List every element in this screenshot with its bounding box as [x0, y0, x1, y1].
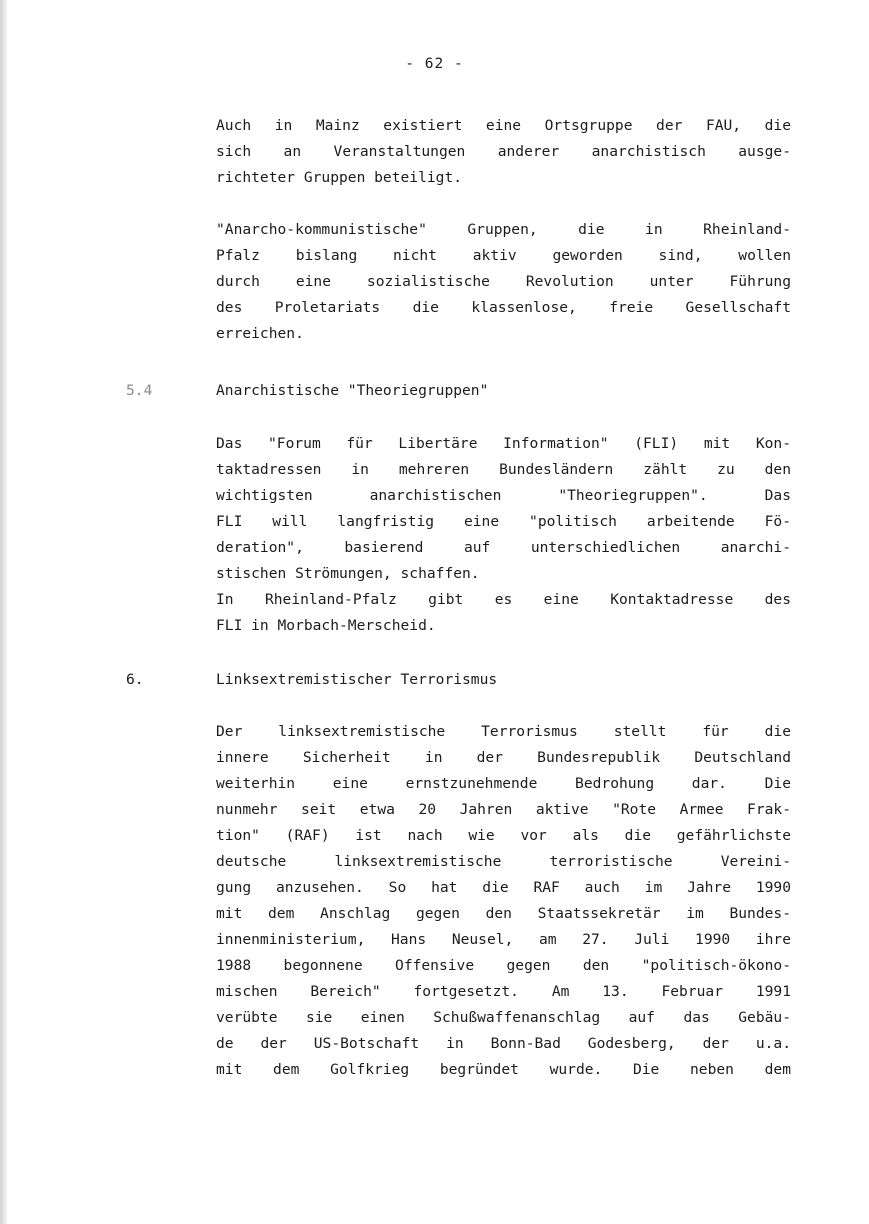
section-heading: Anarchistische "Theoriegruppen"	[216, 382, 489, 399]
section-number: 5.4	[126, 382, 153, 399]
paragraph-line: innenministerium, Hans Neusel, am 27. Juli 1990 ihre	[216, 931, 791, 948]
paragraph-line: weiterhin eine ernstzunehmende Bedrohung dar. Die	[216, 775, 791, 792]
paragraph-line: taktadressen in mehreren Bundesländern zählt zu den	[216, 461, 791, 478]
paragraph-line: In Rheinland-Pfalz gibt es eine Kontaktadresse des	[216, 591, 791, 608]
paragraph-line: FLI will langfristig eine "politisch arbeitende Fö-	[216, 513, 791, 530]
paragraph-line: Das "Forum für Libertäre Information" (FLI) mit Kon-	[216, 435, 791, 452]
paragraph-line: Auch in Mainz existiert eine Ortsgruppe der FAU, die	[216, 117, 791, 134]
page-number: - 62 -	[405, 56, 464, 72]
paragraph-line: mit dem Anschlag gegen den Staatssekretär im Bundes-	[216, 905, 791, 922]
paragraph-line: nunmehr seit etwa 20 Jahren aktive "Rote Armee Frak-	[216, 801, 791, 818]
paragraph-line: tion" (RAF) ist nach wie vor als die gefährlichste	[216, 827, 791, 844]
scan-edge	[0, 0, 7, 1224]
paragraph-line: richteter Gruppen beteiligt.	[216, 169, 463, 186]
paragraph-line: verübte sie einen Schußwaffenanschlag auf das Gebäu-	[216, 1009, 791, 1026]
paragraph-line: FLI in Morbach-Merscheid.	[216, 617, 436, 634]
paragraph-line: wichtigsten anarchistischen "Theoriegruppen". Das	[216, 487, 791, 504]
paragraph-line: innere Sicherheit in der Bundesrepublik Deutschland	[216, 749, 791, 766]
paragraph-line: de der US-Botschaft in Bonn-Bad Godesberg, der u.a.	[216, 1035, 791, 1052]
paragraph-line: deration", basierend auf unterschiedlichen anarchi-	[216, 539, 791, 556]
paragraph-line: Der linksextremistische Terrorismus stellt für die	[216, 723, 791, 740]
section-heading: Linksextremistischer Terrorismus	[216, 671, 498, 688]
paragraph-line: durch eine sozialistische Revolution unter Führung	[216, 273, 791, 290]
paragraph-line: stischen Strömungen, schaffen.	[216, 565, 480, 582]
paragraph-line: gung anzusehen. So hat die RAF auch im Jahre 1990	[216, 879, 791, 896]
paragraph-line: "Anarcho-kommunistische" Gruppen, die in Rheinland-	[216, 221, 791, 238]
paragraph-line: deutsche linksextremistische terroristische Vereini-	[216, 853, 791, 870]
paragraph-line: mischen Bereich" fortgesetzt. Am 13. Februar 1991	[216, 983, 791, 1000]
paragraph-line: 1988 begonnene Offensive gegen den "politisch-ökono-	[216, 957, 791, 974]
paragraph-line: mit dem Golfkrieg begründet wurde. Die neben dem	[216, 1061, 791, 1078]
section-number: 6.	[126, 671, 144, 688]
paragraph-line: Pfalz bislang nicht aktiv geworden sind, wollen	[216, 247, 791, 264]
paragraph-line: sich an Veranstaltungen anderer anarchistisch ausge-	[216, 143, 791, 160]
paragraph-line: des Proletariats die klassenlose, freie Gesellschaft	[216, 299, 791, 316]
paragraph-line: erreichen.	[216, 325, 304, 342]
